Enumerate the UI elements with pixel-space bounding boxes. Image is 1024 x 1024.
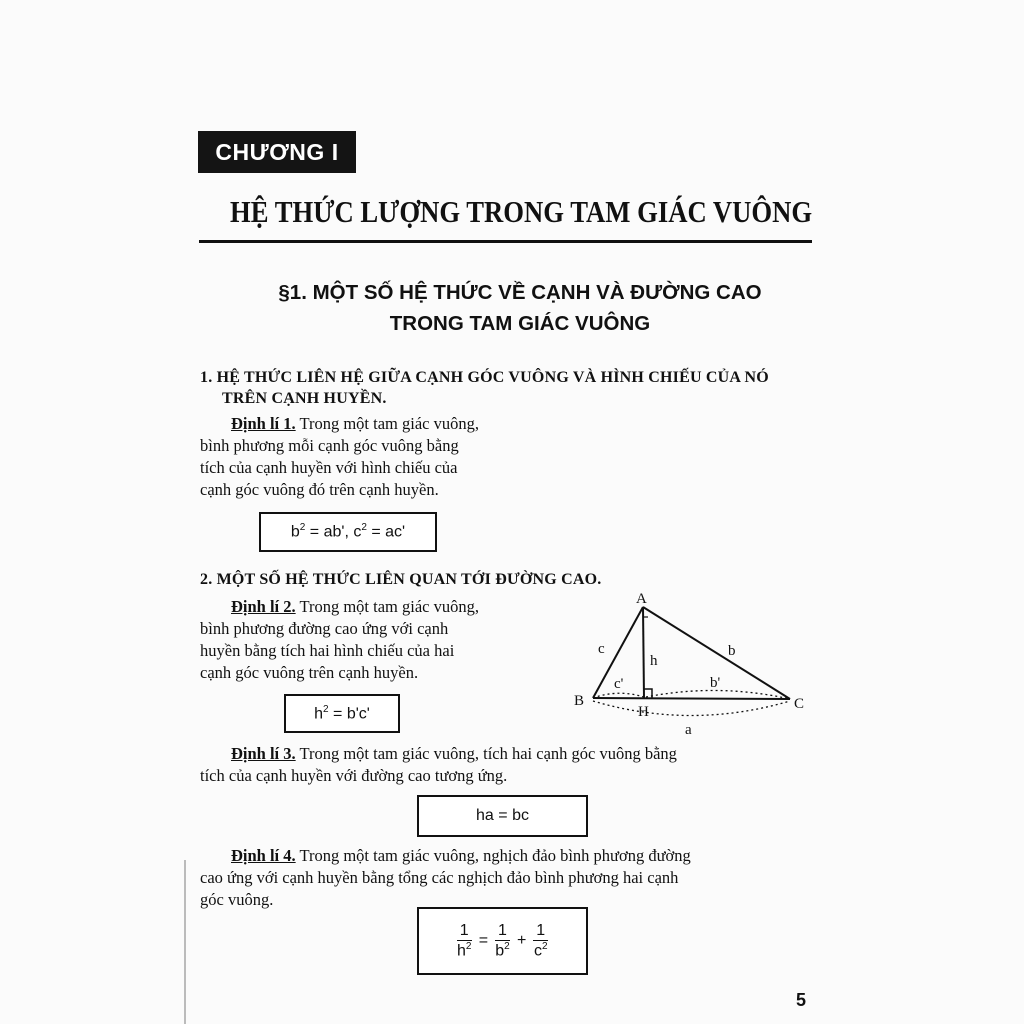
theorem-3-line: Trong một tam giác vuông, tích hai cạnh góc vuông bằng — [295, 744, 677, 763]
theorem-1-line: bình phương mỗi cạnh góc vuông bằng — [200, 436, 459, 455]
theorem-4-line: góc vuông. — [200, 890, 274, 909]
brace-a — [593, 701, 790, 716]
theorem-4-label: Định lí 4. — [231, 846, 296, 865]
theorem-4 — [200, 845, 820, 911]
theorem-2-label: Định lí 2. — [231, 597, 296, 616]
formula-4: $\frac{1}{h^2}$ = $\frac{1}{b^2}$ + $\frac{1}{c^2}$ — [457, 922, 548, 960]
theorem-1-line: cạnh góc vuông đó trên cạnh huyền. — [200, 480, 439, 499]
section-title — [200, 277, 840, 339]
formula-3: ha = bc — [476, 807, 529, 824]
formula-3-box — [417, 795, 588, 837]
altitude-line — [643, 607, 644, 698]
part1-heading-line2: TRÊN CẠNH HUYỀN. — [222, 390, 387, 407]
theorem-2-line: bình phương đường cao ứng với cạnh — [200, 619, 449, 638]
right-angle-mark-h — [644, 689, 652, 698]
formula-2-box — [284, 694, 400, 733]
right-triangle-diagram — [568, 585, 818, 745]
vertex-b-label: B — [574, 693, 585, 709]
page-number: 5 — [796, 990, 807, 1010]
theorem-1-line: tích của cạnh huyền với hình chiếu của — [200, 458, 458, 477]
chapter-title-rule — [199, 240, 812, 243]
proj-c-label: c' — [614, 676, 624, 692]
chapter-title: HỆ THỨC LƯỢNG TRONG TAM GIÁC VUÔNG — [230, 194, 813, 229]
proj-b-label: b' — [710, 675, 721, 691]
formula-2: $h^2 = b'c'$ — [314, 703, 370, 723]
part2-heading: 2. MỘT SỐ HỆ THỨC LIÊN QUAN TỚI ĐƯỜNG CAO. — [200, 571, 602, 588]
vertex-h-label: H — [638, 704, 649, 720]
part1-heading — [200, 367, 820, 409]
theorem-2-line: cạnh góc vuông trên cạnh huyền. — [200, 663, 419, 682]
side-a-label: a — [685, 722, 692, 738]
section-title-line2: TRONG TAM GIÁC VUÔNG — [389, 312, 651, 335]
side-c-label: c — [598, 641, 605, 657]
part1-heading-line1: 1. HỆ THỨC LIÊN HỆ GIỮA CẠNH GÓC VUÔNG VÀ HÌNH CHIẾU CỦA NÓ — [200, 369, 769, 386]
theorem-1-label: Định lí 1. — [231, 414, 296, 433]
fraction-1-over-c2: $\frac{1}{c^2}$ — [533, 922, 548, 960]
side-b-label: b — [728, 643, 736, 659]
section-title-line1: §1. MỘT SỐ HỆ THỨC VỀ CẠNH VÀ ĐƯỜNG CAO — [278, 281, 762, 304]
theorem-3-line: tích của cạnh huyền với đường cao tương ứng. — [200, 766, 508, 785]
theorem-3 — [200, 743, 820, 787]
page-edge-shadow — [184, 860, 186, 1024]
theorem-1-line: Trong một tam giác vuông, — [295, 414, 479, 433]
fraction-1-over-h2: $\frac{1}{h^2}$ — [457, 922, 472, 960]
theorem-2-line: Trong một tam giác vuông, — [295, 597, 479, 616]
theorem-4-line: Trong một tam giác vuông, nghịch đảo bình phương đường — [295, 846, 691, 865]
formula-4-box — [417, 907, 588, 975]
theorem-4-line: cao ứng với cạnh huyền bằng tổng các nghịch đảo bình phương hai cạnh — [200, 868, 679, 887]
height-h-label: h — [650, 653, 658, 669]
theorem-2-line: huyền bằng tích hai hình chiếu của hai — [200, 641, 455, 660]
vertex-a-label: A — [636, 591, 647, 607]
theorem-1 — [200, 413, 560, 501]
formula-1: $b^2 = ab'$, $c^2 = ac'$ — [290, 522, 406, 541]
side-a-line — [593, 698, 790, 699]
theorem-2 — [200, 596, 560, 684]
fraction-1-over-b2: $\frac{1}{b^2}$ — [495, 922, 510, 960]
vertex-c-label: C — [794, 696, 805, 712]
theorem-3-label: Định lí 3. — [231, 744, 296, 763]
formula-1-box — [259, 512, 437, 552]
chapter-label: CHƯƠNG I — [198, 131, 356, 173]
